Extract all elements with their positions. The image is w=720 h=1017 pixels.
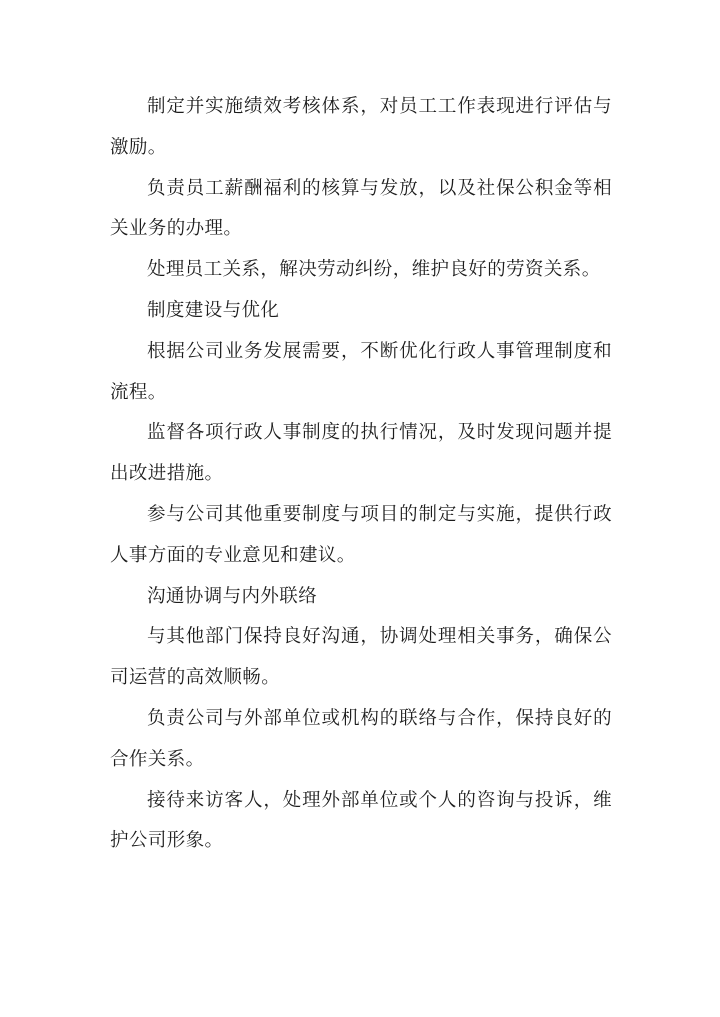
section-heading-communication: 沟通协调与内外联络 xyxy=(147,585,318,607)
paragraph-performance-appraisal: 制定并实施绩效考核体系，对员工工作表现进行评估与激励。 xyxy=(110,96,612,158)
paragraph-reception: 接待来访客人，处理外部单位或个人的咨询与投诉，维护公司形象。 xyxy=(110,789,612,852)
paragraph-external-liaison: 负责公司与外部单位或机构的联络与合作，保持良好的合作关系。 xyxy=(110,707,612,770)
paragraph-employee-relations: 处理员工关系，解决劳动纠纷，维护良好的劳资关系。 xyxy=(147,259,601,281)
section-heading-system-building: 制度建设与优化 xyxy=(147,299,280,321)
paragraph-optimize-system: 根据公司业务发展需要，不断优化行政人事管理制度和流程。 xyxy=(110,340,612,403)
paragraph-supervise-execution: 监督各项行政人事制度的执行情况，及时发现问题并提出改进措施。 xyxy=(110,422,612,485)
paragraph-payroll-benefits: 负责员工薪酬福利的核算与发放，以及社保公积金等相关业务的办理。 xyxy=(110,177,612,240)
document-body xyxy=(110,87,612,862)
paragraph-participate-projects: 参与公司其他重要制度与项目的制定与实施，提供行政人事方面的专业意见和建议。 xyxy=(110,503,612,566)
paragraph-internal-communication: 与其他部门保持良好沟通，协调处理相关事务，确保公司运营的高效顺畅。 xyxy=(110,626,612,689)
